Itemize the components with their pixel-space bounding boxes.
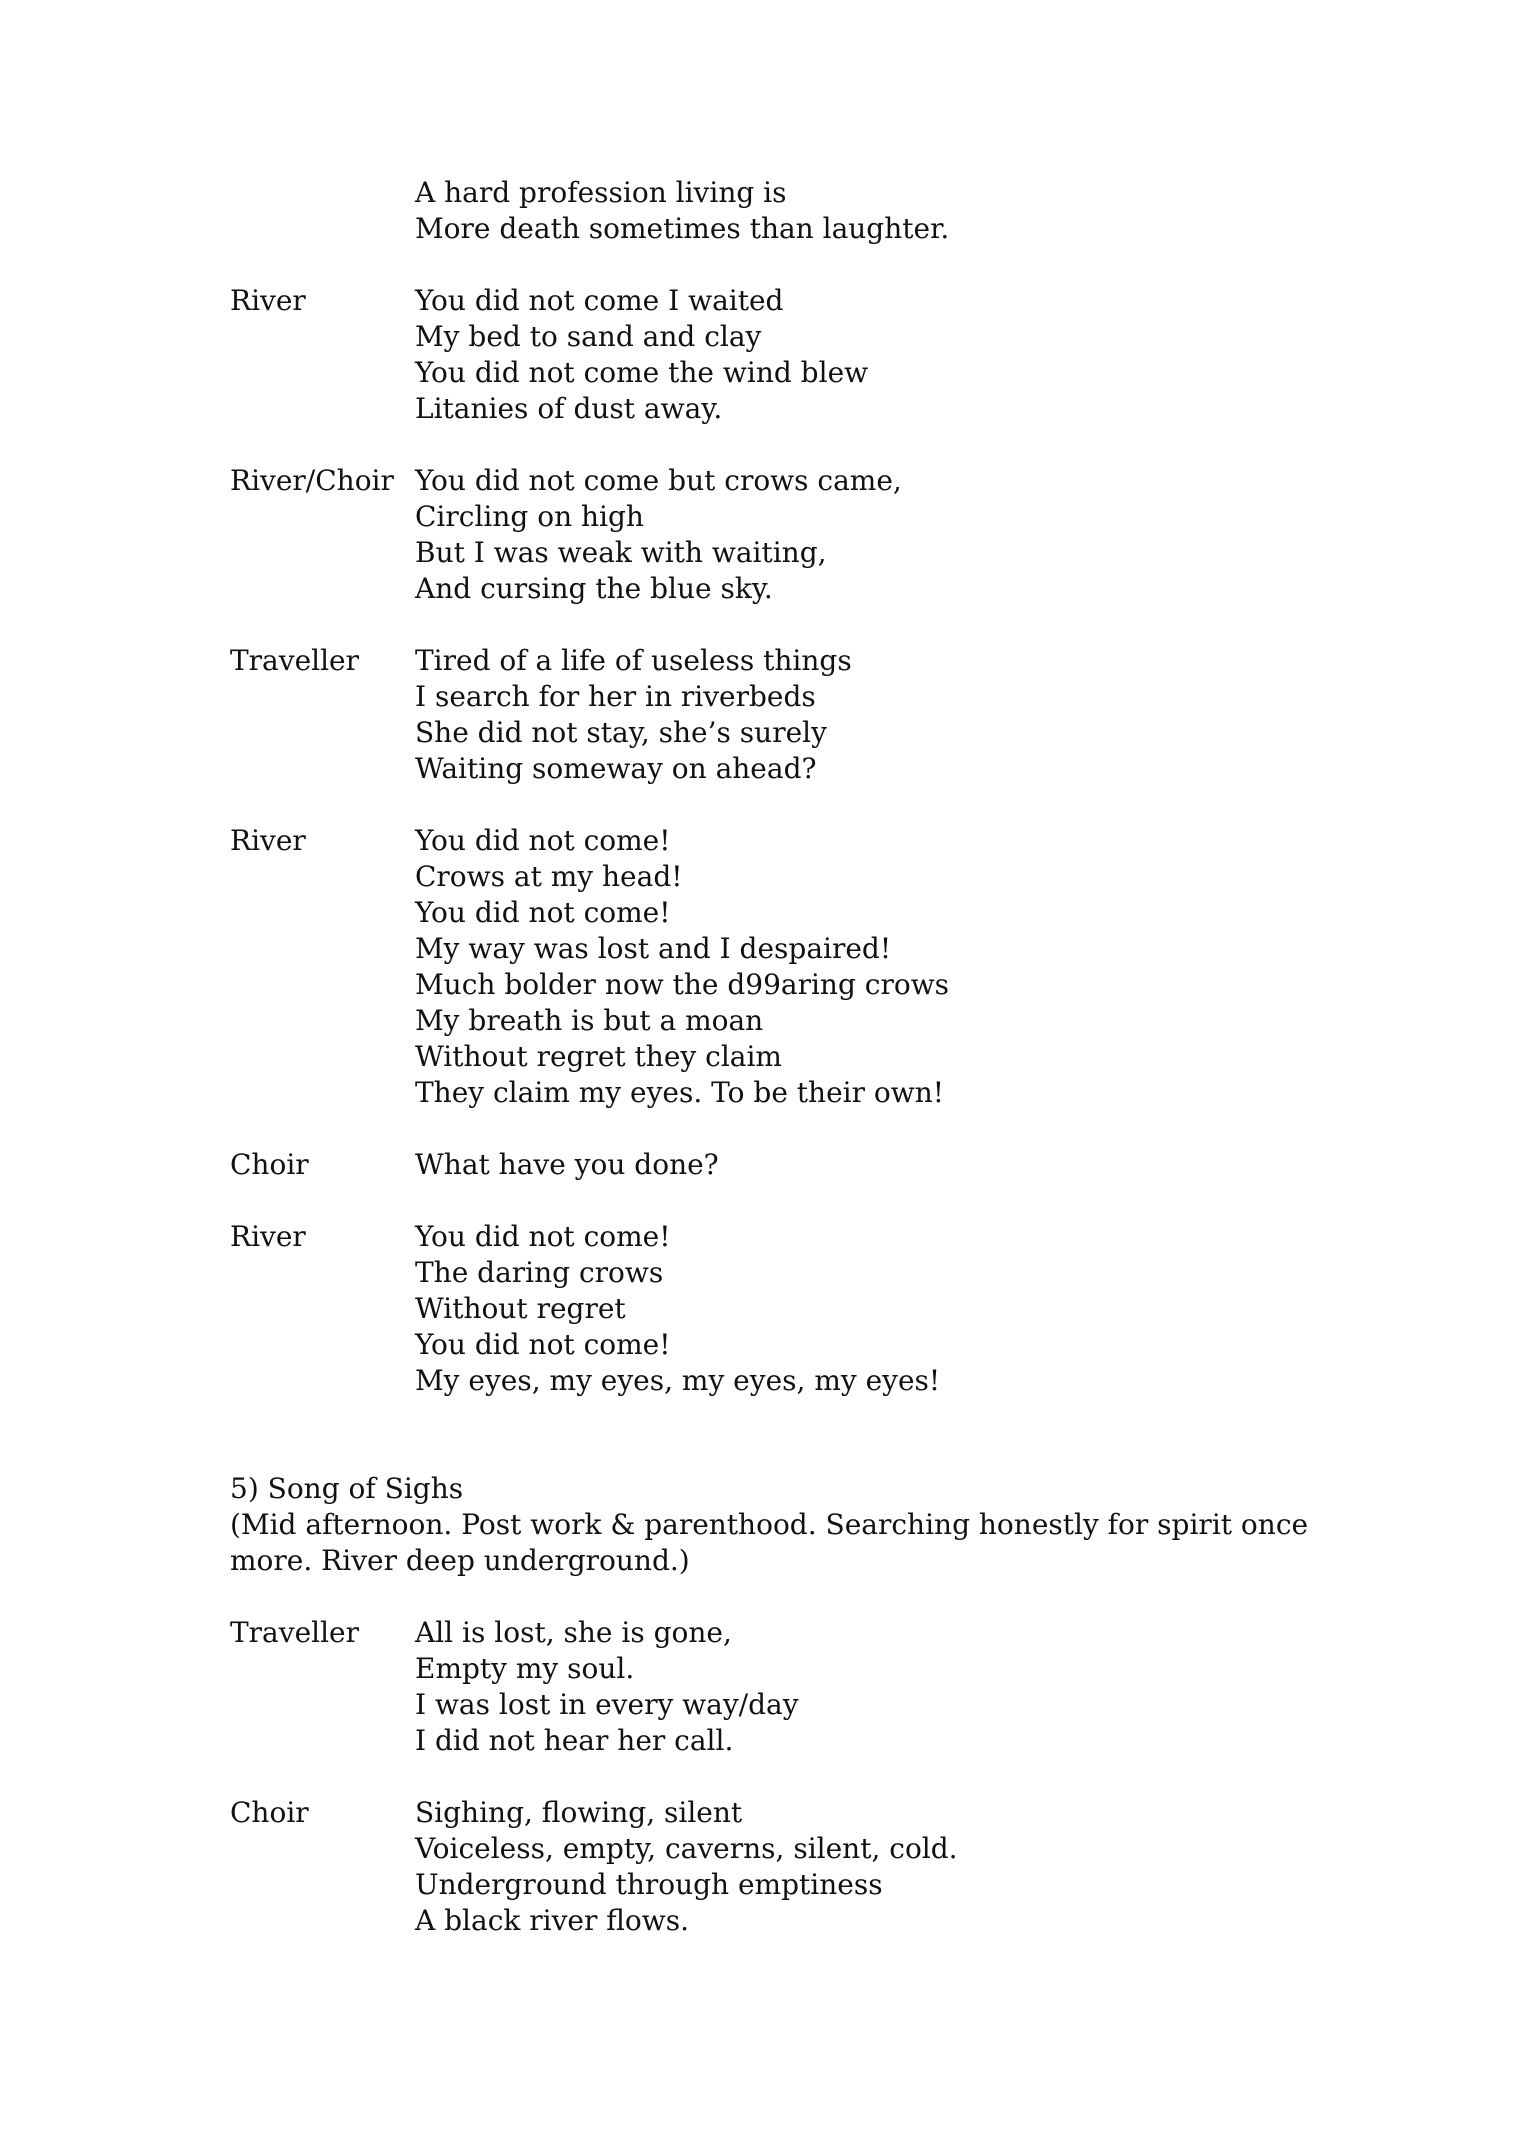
verse-line: Waiting someway on ahead? xyxy=(415,752,817,785)
section-description-line: (Mid afternoon. Post work & parenthood. Searching honestly for spirit once xyxy=(230,1508,1309,1541)
speaker-label: Choir xyxy=(230,1796,309,1829)
verse-line: I search for her in riverbeds xyxy=(415,680,816,713)
verse-line: Tired of a life of useless things xyxy=(415,644,852,677)
verse-line: You did not come! xyxy=(415,896,671,929)
verse-line: They claim my eyes. To be their own! xyxy=(415,1076,944,1109)
verse-line: A black river flows. xyxy=(415,1904,690,1937)
speaker-label: Traveller xyxy=(230,644,360,677)
verse-line: Much bolder now the d99aring crows xyxy=(415,968,950,1001)
stanza-lines xyxy=(415,463,902,607)
stanza-lines xyxy=(415,1615,799,1759)
speaker-label: Choir xyxy=(230,1148,309,1181)
verse-line: She did not stay, she’s surely xyxy=(415,716,827,749)
verse-line: Circling on high xyxy=(415,500,644,533)
section-title: 5) Song of Sighs xyxy=(230,1472,464,1505)
verse-line: What have you done? xyxy=(415,1148,719,1181)
section-heading xyxy=(230,1471,1330,1579)
verse-line: Without regret xyxy=(415,1292,626,1325)
verse-line: You did not come but crows came, xyxy=(415,464,902,497)
verse-line: Litanies of dust away. xyxy=(415,392,723,425)
speaker-label: River/Choir xyxy=(230,464,394,497)
verse-line: My way was lost and I despaired! xyxy=(415,932,892,965)
stanza-lines xyxy=(415,1795,958,1939)
verse-line: Voiceless, empty, caverns, silent, cold. xyxy=(415,1832,958,1865)
verse-line: Empty my soul. xyxy=(415,1652,635,1685)
verse-line: You did not come! xyxy=(415,824,671,857)
verse-line: I did not hear her call. xyxy=(415,1724,734,1757)
verse-line: Sighing, flowing, silent xyxy=(415,1796,743,1829)
stanza-lines xyxy=(415,283,868,427)
speaker-label: River xyxy=(230,824,306,857)
verse-line: My breath is but a moan xyxy=(415,1004,764,1037)
verse-line: And cursing the blue sky. xyxy=(415,572,773,605)
verse-line: A hard profession living is xyxy=(415,176,787,209)
stanza-lines xyxy=(415,643,852,787)
speaker-label: River xyxy=(230,1220,306,1253)
stanza-lines xyxy=(415,175,949,247)
verse-line: The daring crows xyxy=(415,1256,664,1289)
stanza-lines xyxy=(415,823,949,1111)
verse-line: Without regret they claim xyxy=(415,1040,782,1073)
verse-line: My eyes, my eyes, my eyes, my eyes! xyxy=(415,1364,941,1397)
verse-line: But I was weak with waiting, xyxy=(415,536,827,569)
verse-line: You did not come! xyxy=(415,1220,671,1253)
verse-line: My bed to sand and clay xyxy=(415,320,762,353)
speaker-label: River xyxy=(230,284,306,317)
stanza-lines xyxy=(415,1219,940,1399)
verse-line: You did not come the wind blew xyxy=(415,356,869,389)
stanza-lines xyxy=(415,1147,719,1183)
verse-line: Underground through emptiness xyxy=(415,1868,883,1901)
speaker-label: Traveller xyxy=(230,1616,360,1649)
section-description-line: more. River deep underground.) xyxy=(230,1544,690,1577)
verse-line: More death sometimes than laughter. xyxy=(415,212,950,245)
verse-line: You did not come I waited xyxy=(415,284,784,317)
verse-line: You did not come! xyxy=(415,1328,671,1361)
verse-line: I was lost in every way/day xyxy=(415,1688,799,1721)
verse-line: All is lost, she is gone, xyxy=(415,1616,732,1649)
verse-line: Crows at my head! xyxy=(415,860,683,893)
